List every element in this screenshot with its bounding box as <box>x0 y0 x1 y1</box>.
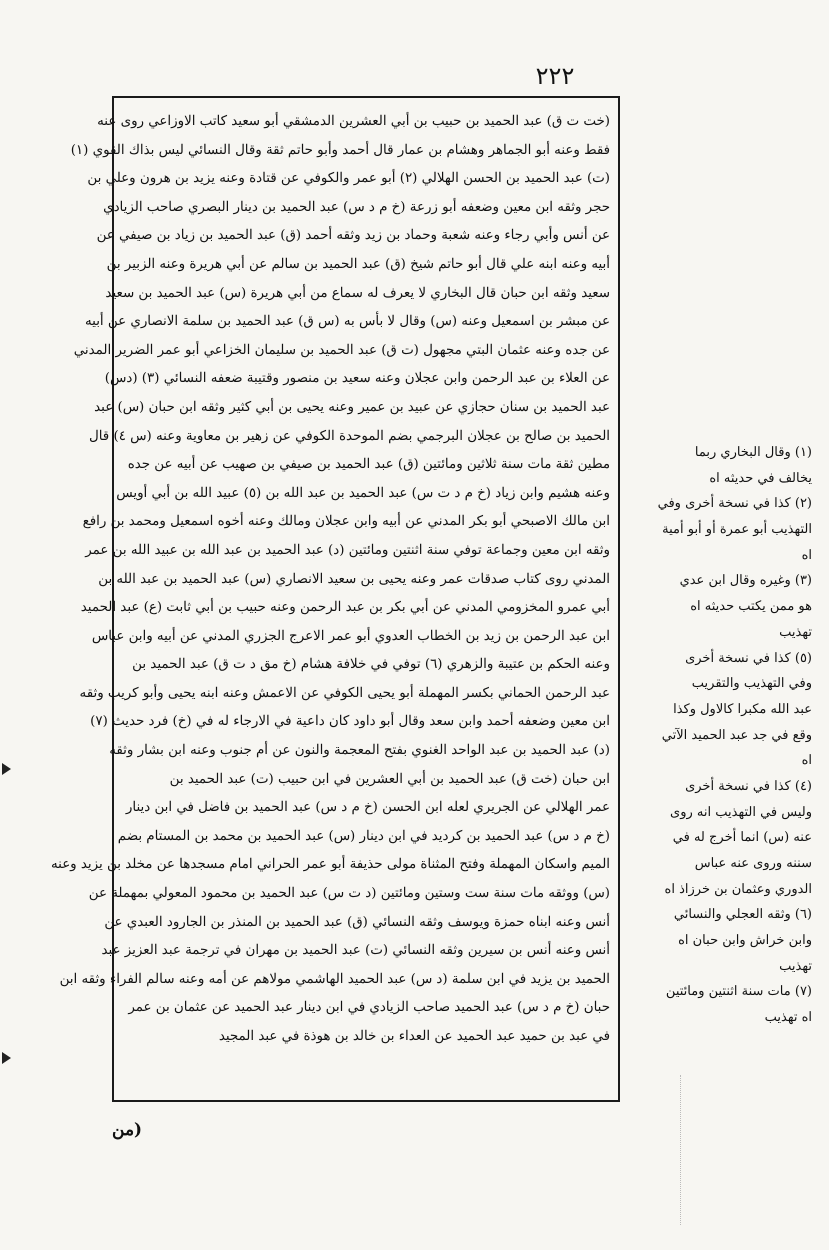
margin-note-line: سننه وروى عنه عباس <box>694 856 812 871</box>
text-line: أنس وعنه أنس بن سيرين وثقه النسائي (ت) عبد الحميد بن مهران في ترجمة عبد العزيز عبد <box>101 943 610 959</box>
margin-note-line: هو ممن يكتب حديثه اه <box>690 599 812 615</box>
margin-note-line: (١) وقال البخاري ربما <box>694 445 812 460</box>
text-line: وثقه ابن معين وجماعة توفي سنة اثنتين ومائتين (د) عبد الحميد بن عبد الله بن عبيد الله بن عمر <box>85 542 610 558</box>
text-line: ابن عبد الرحمن بن زيد بن الخطاب العدوي أبو عمر الاعرج الجزري المدني عن أبيه وابن عباس <box>91 628 610 644</box>
text-line: (خت ت ق) عبد الحميد بن حبيب بن أبي العشرين الدمشقي أبو سعيد كاتب الاوزاعي روى عنه <box>97 114 610 129</box>
main-text-frame <box>50 96 620 1102</box>
text-line: أبيه وعنه ابنه علي قال أبو حاتم شيخ (ق) عبد الحميد بن سالم عن أبي هريرة وعنه الزبير بن <box>106 256 610 272</box>
text-line: ابن مالك الاصبحي أبو بكر المدني عن أبيه وابن عجلان ومالك وعنه أخوه اسمعيل ومحمد بن رافع <box>82 514 610 530</box>
margin-note-line: (٦) وثقه العجلي والنسائي <box>673 907 812 923</box>
text-line: ابن حبان (خت ق) عبد الحميد بن أبي العشرين في ابن حبيب (ت) عبد الحميد بن <box>169 771 610 787</box>
text-line: سعيد وثقه ابن حبان قال البخاري لا يعرف له سماع من أبي هريرة (س) عبد الحميد بن سعيد <box>105 285 610 301</box>
scan-edge-marker <box>2 1052 11 1064</box>
text-line: (د) عبد الحميد بن عبد الواحد الغنوي بفتح المعجمة والنون عن أم جنوب وعنه ابن بشار وثقه <box>109 743 610 759</box>
margin-note-line: اه تهذيب <box>764 1010 812 1026</box>
margin-notes <box>624 440 812 1026</box>
margin-note-line: يخالف في حديثه اه <box>709 470 812 486</box>
text-line: وعنه الحكم بن عتيبة والزهري (٦) توفي في خلافة هشام (خ مق د ت ق) عبد الحميد بن <box>132 657 610 673</box>
text-line: ابن معين وضعفه أحمد وابن سعد وقال أبو داود كان داعية في الارجاء له في (خ) فرد حديث (٧) <box>90 714 610 730</box>
margin-note-line: عبد الله مكبرا كالاول وكذا <box>673 701 812 717</box>
margin-note-line: وفي التهذيب والتقريب <box>691 676 812 692</box>
text-line: (س) ووثقه مات سنة ست وستين ومائتين (د ت س) عبد الحميد بن محمود المعولي بمهملة عن <box>88 886 610 902</box>
text-line: مطين ثقة مات سنة ثلاثين ومائتين (ق) عبد الحميد بن صيفي بن صهيب عن أبيه عن جده <box>127 457 610 473</box>
text-line: عن العلاء بن عبد الرحمن وابن عجلان وعنه سعيد بن منصور وقتيبة ضعفه النسائي (٣) (دس) <box>104 371 610 387</box>
margin-note-line: وقع في جد عبد الحميد الآتي <box>661 727 812 743</box>
margin-note-line: (٤) كذا في نسخة أخرى <box>685 778 812 794</box>
text-line: الحميد بن صالح بن عجلان البرجمي بضم الموحدة الكوفي عن زهير بن معاوية وعنه (س ٤) قال <box>89 428 610 444</box>
text-line: فقط وعنه أبو الجماهر وهشام بن عمار قال أحمد وأبو حاتم ثقة وقال النسائي ليس بذاك القوي (١) <box>70 142 610 158</box>
scan-edge-marker <box>2 763 11 775</box>
text-line: الحميد بن يزيد في ابن سلمة (د س) عبد الحميد الهاشمي مولاهم عن أمه وعنه سالم الفراء وثقه ابن <box>59 971 610 987</box>
margin-note-line: (٣) وغيره وقال ابن عدي <box>679 573 812 589</box>
margin-note-line: اه <box>801 547 812 563</box>
text-line: عن مبشر بن اسمعيل وعنه (س) وقال لا بأس به (س ق) عبد الحميد بن سلمة الانصاري عن أبيه <box>84 314 610 330</box>
margin-note-line: (٥) كذا في نسخة أخرى <box>685 650 812 666</box>
text-line: (خ م د س) عبد الحميد بن كرديد في ابن دينار (س) عبد الحميد بن محمد بن المستام بضم <box>117 828 610 844</box>
margin-note-line: تهذيب <box>779 624 812 640</box>
text-line: وعنه هشيم وابن زياد (خ م د ت س) عبد الحميد بن عبد الله بن (٥) عبيد الله بن أبي أويس <box>116 485 610 501</box>
text-line: حبان (خ م د س) عبد الحميد صاحب الزيادي في ابن دينار عبد الحميد عن عثمان بن عمر <box>128 1000 610 1016</box>
margin-note-line: وابن خراش وابن حبان اه <box>678 933 812 949</box>
text-line: أنس وعنه ابناه حمزة ويوسف وثقه النسائي (ق) عبد الحميد بن المنذر بن الجارود العبدي عن <box>104 914 610 930</box>
text-line: (ت) عبد الحميد بن الحسن الهلالي (٢) أبو عمر والكوفي عن قتادة وعنه يزيد بن هرون وعلي بن <box>87 171 610 187</box>
text-line: عن أنس وأبي رجاء وعنه شعبة وحماد بن زيد وثقه أحمد (ق) عبد الحميد بن زياد بن صيفي عن <box>96 228 610 244</box>
text-line: عمر الهلالي عن الجريري لعله ابن الحسن (خ م د س) عبد الحميد بن فاضل في ابن دينار <box>125 800 610 816</box>
catchword: (من <box>112 1120 143 1140</box>
text-line: حجر وثقه ابن معين وضعفه أبو زرعة (خ م د س) عبد الحميد بن دينار البصري صاحب الزيادي <box>103 199 610 215</box>
text-line: عبد الحميد بن سنان حجازي عن عبيد بن عمير وعنه يحيى بن أبي كثير وثقه ابن حبان (س) عبد <box>94 399 610 415</box>
page-edge-dots <box>680 1075 683 1225</box>
main-text-body <box>50 108 610 1052</box>
text-line: عبد الرحمن الحماني بكسر المهملة أبو يحيى الكوفي عن الاعمش وعنه ابنه يحيى وأبو كريب وثقه <box>79 685 610 701</box>
text-line: الميم واسكان المهملة وفتح المثناة مولى حذيفة أبو عمر الحراني امام مسجدها عن مخلد بن يزيد وعنه <box>50 857 610 873</box>
page-number: ٢٢٢ <box>535 62 575 90</box>
text-line: في عبد بن حميد عبد الحميد عن العداء بن خالد بن هوذة في عبد المجيد <box>218 1029 610 1044</box>
text-line: عن جده وعنه عثمان البتي مجهول (ت ق) عبد الحميد بن سليمان الخزاعي أبو عمر الضرير المدني <box>73 342 610 358</box>
margin-note-line: اه <box>801 753 812 769</box>
margin-note-line: عنه (س) انما أخرج له في <box>672 830 812 846</box>
margin-note-line: التهذيب أبو عمرة أو أبو أمية <box>662 522 812 538</box>
margin-note-line: (٢) كذا في نسخة أخرى وفي <box>657 496 812 512</box>
margin-note-line: الدوري وعثمان بن خرزاذ اه <box>664 881 812 897</box>
margin-note-line: وليس في التهذيب انه روى <box>670 804 812 820</box>
text-line: المدني روى كتاب صدقات عمر وعنه يحيى بن سعيد الانصاري (س) عبد الحميد بن عبد الله بن <box>98 571 610 587</box>
text-line: أبي عمرو المخزومي المدني عن أبي بكر بن عبد الرحمن وعنه حبيب بن أبي ثابت (ع) عبد الحميد <box>80 600 610 616</box>
margin-note-line: (٧) مات سنة اثنتين ومائتين <box>665 984 812 1000</box>
margin-note-line: تهذيب <box>779 958 812 974</box>
